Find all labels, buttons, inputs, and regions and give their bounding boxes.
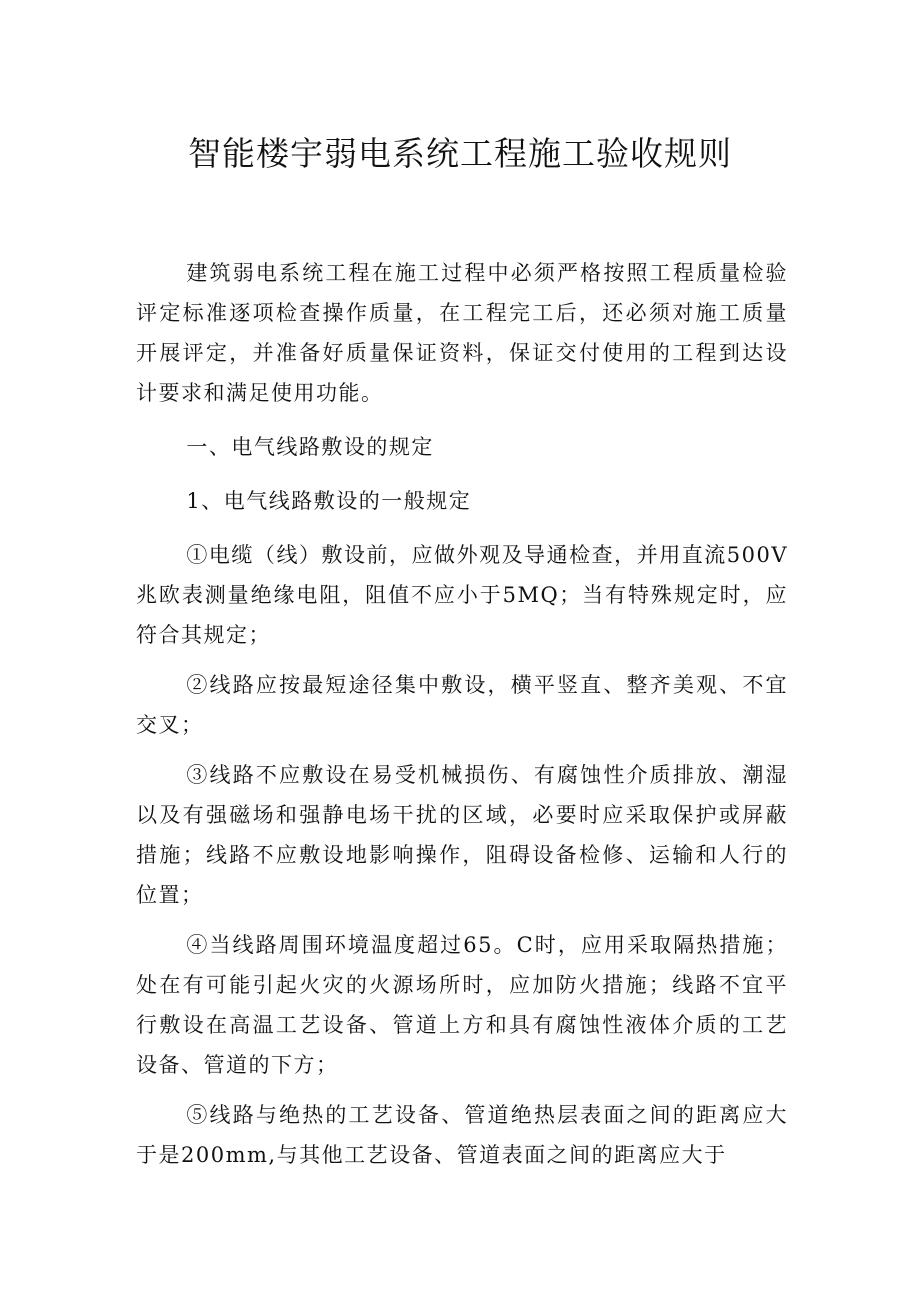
rule-item-4: ④当线路周围环境温度超过65。C时，应用采取隔热措施；处在有可能引起火灾的火源场所时，应加防火措施；线路不宜平行敷设在高温工艺设备、管道上方和具有腐蚀性液体介质的工艺设备、管道的下方； (136, 933, 788, 1077)
section-heading-1: 一、电气线路敷设的规定 (186, 435, 434, 459)
rule-item-5: ⑤线路与绝热的工艺设备、管道绝热层表面之间的距离应大于是200mm,与其他工艺设备、管道表面之间的距离应大于 (136, 1103, 788, 1167)
document-body (136, 253, 788, 1175)
intro-paragraph: 建筑弱电系统工程在施工过程中必须严格按照工程质量检验评定标准逐项检查操作质量，在工程完工后，还必须对施工质量开展评定，并准备好质量保证资料，保证交付使用的工程到达设计要求和满足使用功能。 (136, 261, 788, 405)
document-title: 智能楼宇弱电系统工程施工验收规则 (188, 134, 732, 173)
rule-item-1: ①电缆（线）敷设前，应做外观及导通检查，并用直流500V兆欧表测量绝缘电阻，阻值不应小于5MQ；当有特殊规定时，应符合其规定； (136, 543, 788, 647)
rule-item-2: ②线路应按最短途径集中敷设，横平竖直、整齐美观、不宜交叉； (136, 673, 788, 737)
rule-item-3: ③线路不应敷设在易受机械损伤、有腐蚀性介质排放、潮湿以及有强磁场和强静电场干扰的区域，必要时应采取保护或屏蔽措施；线路不应敷设地影响操作，阻碍设备检修、运输和人行的位置； (136, 763, 788, 907)
subsection-heading-1: 1、电气线路敷设的一般规定 (186, 489, 472, 513)
